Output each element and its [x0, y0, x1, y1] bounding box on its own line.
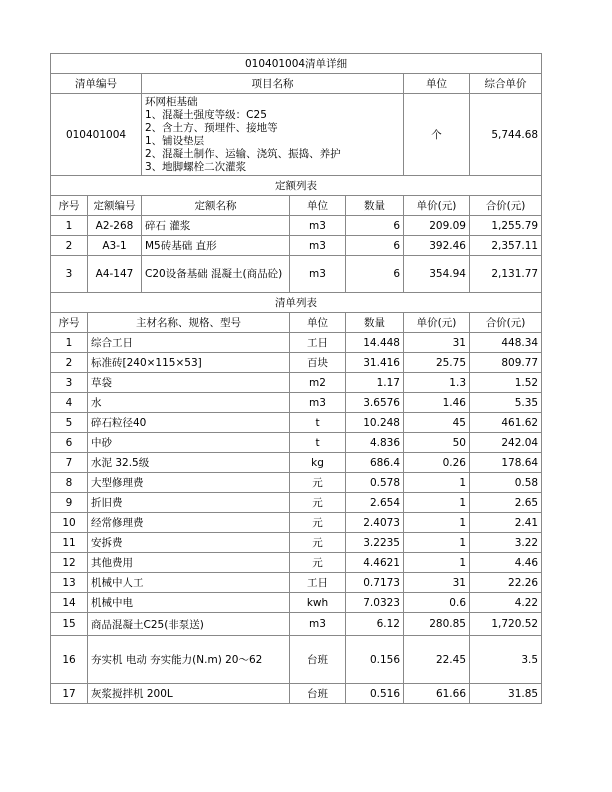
material-qty: 6.12: [346, 613, 404, 636]
material-price: 1: [404, 553, 470, 573]
material-price: 31: [404, 333, 470, 353]
page-title: 010401004清单详细: [51, 54, 542, 74]
material-row: [51, 393, 542, 413]
material-price: 22.45: [404, 636, 470, 684]
item-price: 5,744.68: [470, 94, 542, 176]
material-name: 经常修理费: [88, 513, 290, 533]
material-total: 2.41: [470, 513, 542, 533]
material-total: 809.77: [470, 353, 542, 373]
material-name: 中砂: [88, 433, 290, 453]
quota-unit: m3: [290, 216, 346, 236]
material-unit: 台班: [290, 636, 346, 684]
material-unit: t: [290, 413, 346, 433]
material-unit: m3: [290, 613, 346, 636]
bill-item-row: [51, 94, 542, 176]
material-no: 12: [51, 553, 88, 573]
material-total: 461.62: [470, 413, 542, 433]
material-unit: 元: [290, 473, 346, 493]
material-qty: 4.4621: [346, 553, 404, 573]
desc-line: 1、混凝土强度等级：C25: [145, 108, 267, 121]
quota-no: 2: [51, 236, 88, 256]
material-name: 水: [88, 393, 290, 413]
material-row: [51, 493, 542, 513]
material-name: 草袋: [88, 373, 290, 393]
material-row: [51, 684, 542, 704]
quota-name: M5砖基础 直形: [142, 236, 290, 256]
quota-row: [51, 256, 542, 293]
material-no: 4: [51, 393, 88, 413]
material-row: [51, 593, 542, 613]
desc-line: 1、铺设垫层: [145, 134, 205, 147]
material-total: 4.22: [470, 593, 542, 613]
material-total: 242.04: [470, 433, 542, 453]
materials-header-row: [51, 313, 542, 333]
material-price: 280.85: [404, 613, 470, 636]
material-price: 1.3: [404, 373, 470, 393]
quota-price: 392.46: [404, 236, 470, 256]
material-name: 水泥 32.5级: [88, 453, 290, 473]
material-total: 5.35: [470, 393, 542, 413]
material-row: [51, 553, 542, 573]
material-row: [51, 453, 542, 473]
quota-header-row: [51, 196, 542, 216]
item-unit: 个: [404, 94, 470, 176]
material-row: [51, 373, 542, 393]
material-row: [51, 433, 542, 453]
item-code: 010401004: [51, 94, 142, 176]
material-name: 安拆费: [88, 533, 290, 553]
materials-section-row: [51, 293, 542, 313]
quota-code: A4-147: [88, 256, 142, 293]
material-unit: m3: [290, 393, 346, 413]
material-row: [51, 636, 542, 684]
material-no: 16: [51, 636, 88, 684]
quota-row: [51, 236, 542, 256]
quota-section-title: 定额列表: [51, 176, 542, 196]
material-row: [51, 473, 542, 493]
bill-header-row: [51, 74, 542, 94]
material-no: 17: [51, 684, 88, 704]
material-price: 1: [404, 493, 470, 513]
material-name: 综合工日: [88, 333, 290, 353]
material-no: 6: [51, 433, 88, 453]
quota-qty: 6: [346, 216, 404, 236]
material-qty: 0.578: [346, 473, 404, 493]
material-qty: 0.516: [346, 684, 404, 704]
material-no: 8: [51, 473, 88, 493]
material-no: 9: [51, 493, 88, 513]
material-name: 机械中电: [88, 593, 290, 613]
material-row: [51, 513, 542, 533]
material-price: 0.26: [404, 453, 470, 473]
header-unit: 单位: [404, 74, 470, 94]
quota-col-qty: 数量: [346, 196, 404, 216]
material-name: 大型修理费: [88, 473, 290, 493]
material-name: 碎石粒径40: [88, 413, 290, 433]
material-row: [51, 573, 542, 593]
material-unit: 元: [290, 493, 346, 513]
header-name: 项目名称: [142, 74, 404, 94]
quota-unit: m3: [290, 236, 346, 256]
material-no: 7: [51, 453, 88, 473]
material-no: 3: [51, 373, 88, 393]
quota-col-price: 单价(元): [404, 196, 470, 216]
material-qty: 3.2235: [346, 533, 404, 553]
material-no: 5: [51, 413, 88, 433]
quota-col-no: 序号: [51, 196, 88, 216]
quota-qty: 6: [346, 256, 404, 293]
quota-code: A3-1: [88, 236, 142, 256]
material-price: 0.6: [404, 593, 470, 613]
material-qty: 1.17: [346, 373, 404, 393]
material-price: 1.46: [404, 393, 470, 413]
material-qty: 0.156: [346, 636, 404, 684]
item-description: [142, 94, 404, 176]
material-unit: kg: [290, 453, 346, 473]
material-qty: 2.654: [346, 493, 404, 513]
material-unit: kwh: [290, 593, 346, 613]
material-row: [51, 353, 542, 373]
quota-total: 2,357.11: [470, 236, 542, 256]
material-name: 机械中人工: [88, 573, 290, 593]
material-name: 夯实机 电动 夯实能力(N.m) 20～62: [88, 636, 290, 684]
material-qty: 14.448: [346, 333, 404, 353]
quota-no: 3: [51, 256, 88, 293]
material-total: 448.34: [470, 333, 542, 353]
quota-price: 354.94: [404, 256, 470, 293]
material-row: [51, 333, 542, 353]
mat-col-qty: 数量: [346, 313, 404, 333]
quota-col-name: 定额名称: [142, 196, 290, 216]
material-total: 4.46: [470, 553, 542, 573]
mat-col-name: 主材名称、规格、型号: [88, 313, 290, 333]
quota-no: 1: [51, 216, 88, 236]
material-price: 61.66: [404, 684, 470, 704]
quota-col-total: 合价(元): [470, 196, 542, 216]
material-no: 13: [51, 573, 88, 593]
material-row: [51, 613, 542, 636]
material-unit: 台班: [290, 684, 346, 704]
mat-col-unit: 单位: [290, 313, 346, 333]
material-total: 1,720.52: [470, 613, 542, 636]
quota-col-unit: 单位: [290, 196, 346, 216]
material-qty: 686.4: [346, 453, 404, 473]
material-name: 标准砖[240×115×53]: [88, 353, 290, 373]
quota-section-row: [51, 176, 542, 196]
material-no: 14: [51, 593, 88, 613]
material-total: 31.85: [470, 684, 542, 704]
material-no: 10: [51, 513, 88, 533]
quota-total: 1,255.79: [470, 216, 542, 236]
material-unit: 元: [290, 533, 346, 553]
material-price: 45: [404, 413, 470, 433]
material-no: 15: [51, 613, 88, 636]
material-total: 1.52: [470, 373, 542, 393]
mat-col-no: 序号: [51, 313, 88, 333]
material-unit: 工日: [290, 573, 346, 593]
material-total: 3.22: [470, 533, 542, 553]
material-unit: 元: [290, 513, 346, 533]
material-qty: 7.0323: [346, 593, 404, 613]
material-name: 灰浆搅拌机 200L: [88, 684, 290, 704]
quota-qty: 6: [346, 236, 404, 256]
material-qty: 10.248: [346, 413, 404, 433]
material-qty: 2.4073: [346, 513, 404, 533]
mat-col-total: 合价(元): [470, 313, 542, 333]
quota-name: 碎石 灌浆: [142, 216, 290, 236]
material-no: 2: [51, 353, 88, 373]
material-row: [51, 533, 542, 553]
quota-price: 209.09: [404, 216, 470, 236]
desc-line: 环网柜基础: [145, 95, 198, 108]
material-unit: t: [290, 433, 346, 453]
material-total: 3.5: [470, 636, 542, 684]
material-qty: 4.836: [346, 433, 404, 453]
material-no: 11: [51, 533, 88, 553]
material-price: 1: [404, 533, 470, 553]
material-price: 50: [404, 433, 470, 453]
material-qty: 3.6576: [346, 393, 404, 413]
quota-name: C20设备基础 混凝土(商品砼): [142, 256, 290, 293]
material-no: 1: [51, 333, 88, 353]
desc-line: 3、地脚螺栓二次灌浆: [145, 160, 247, 173]
header-code: 清单编号: [51, 74, 142, 94]
material-price: 1: [404, 473, 470, 493]
material-total: 178.64: [470, 453, 542, 473]
material-total: 0.58: [470, 473, 542, 493]
quota-code: A2-268: [88, 216, 142, 236]
material-unit: 百块: [290, 353, 346, 373]
material-total: 22.26: [470, 573, 542, 593]
header-price: 综合单价: [470, 74, 542, 94]
material-qty: 31.416: [346, 353, 404, 373]
materials-section-title: 清单列表: [51, 293, 542, 313]
material-unit: 工日: [290, 333, 346, 353]
mat-col-price: 单价(元): [404, 313, 470, 333]
material-name: 折旧费: [88, 493, 290, 513]
desc-line: 2、含土方、预埋件、接地等: [145, 121, 278, 134]
material-price: 1: [404, 513, 470, 533]
material-qty: 0.7173: [346, 573, 404, 593]
title-row: [51, 54, 542, 74]
material-price: 31: [404, 573, 470, 593]
quota-row: [51, 216, 542, 236]
material-unit: 元: [290, 553, 346, 573]
material-row: [51, 413, 542, 433]
material-name: 商品混凝土C25(非泵送): [88, 613, 290, 636]
desc-line: 2、混凝土制作、运输、浇筑、振捣、养护: [145, 147, 341, 160]
quota-col-code: 定额编号: [88, 196, 142, 216]
quota-total: 2,131.77: [470, 256, 542, 293]
bill-detail-table: [50, 53, 542, 704]
quota-unit: m3: [290, 256, 346, 293]
material-unit: m2: [290, 373, 346, 393]
material-total: 2.65: [470, 493, 542, 513]
material-price: 25.75: [404, 353, 470, 373]
material-name: 其他费用: [88, 553, 290, 573]
